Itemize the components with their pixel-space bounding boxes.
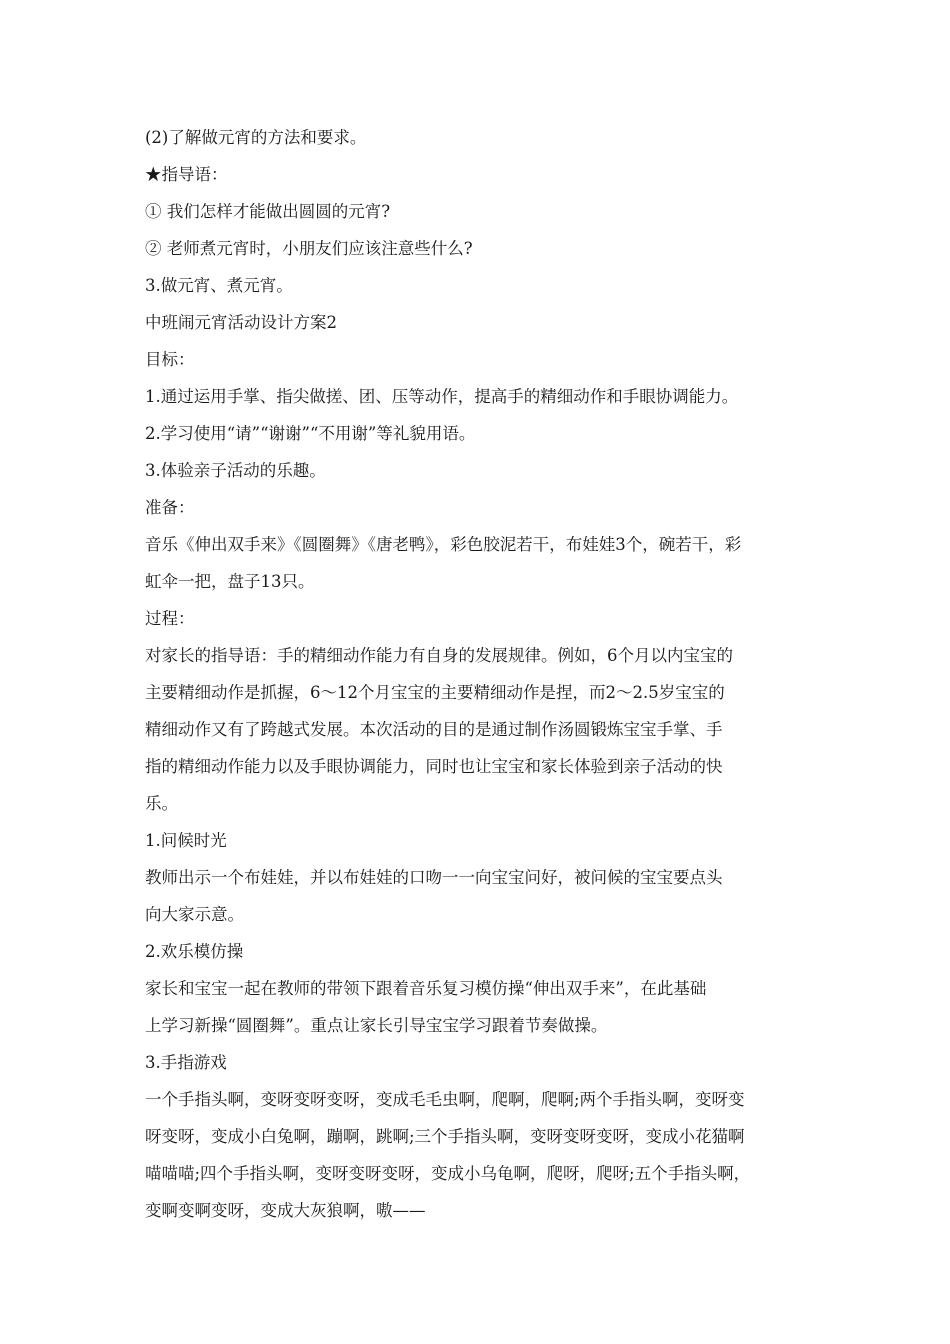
text-line: 3.体验亲子活动的乐趣。 (145, 461, 326, 480)
text-line: 精细动作又有了跨越式发展。本次活动的目的是通过制作汤圆锻炼宝宝手掌、手 (145, 720, 723, 739)
text-line: 指的精细动作能力以及手眼协调能力，同时也让宝宝和家长体验到亲子活动的快 (145, 757, 723, 776)
text-line: 乐。 (145, 794, 178, 813)
text-line: 1.通过运用手掌、指尖做搓、团、压等动作，提高手的精细动作和手眼协调能力。 (145, 387, 739, 406)
preparation-heading: 准备： (145, 498, 195, 517)
text-line: ① 我们怎样才能做出圆圆的元宵? (145, 202, 391, 221)
step-heading: 3.手指游戏 (145, 1053, 227, 1072)
step-heading: 1.问候时光 (145, 831, 227, 850)
text-line: (2)了解做元宵的方法和要求。 (145, 128, 367, 147)
text-line: 呀变呀，变成小白兔啊，蹦啊，跳啊;三个手指头啊，变呀变呀变呀，变成小花猫啊 (145, 1127, 745, 1146)
text-line: 向大家示意。 (145, 905, 244, 924)
text-line: 2.学习使用“请”“谢谢”“不用谢”等礼貌用语。 (145, 424, 476, 443)
text-line: 主要精细动作是抓握，6～12个月宝宝的主要精细动作是捏，而2～2.5岁宝宝的 (145, 683, 725, 702)
text-line: 3.做元宵、煮元宵。 (145, 276, 293, 295)
text-line: 上学习新操“圆圈舞”。重点让家长引导宝宝学习跟着节奏做操。 (145, 1016, 608, 1035)
text-line: 音乐《伸出双手来》《圆圈舞》《唐老鸭》，彩色胶泥若干，布娃娃3个，碗若干，彩 (145, 535, 742, 554)
text-line: 喵喵喵;四个手指头啊，变呀变呀变呀，变成小乌龟啊，爬呀，爬呀;五个手指头啊， (145, 1164, 751, 1183)
section-title: 中班闹元宵活动设计方案2 (145, 313, 337, 332)
text-line: 家长和宝宝一起在教师的带领下跟着音乐复习模仿操“伸出双手来”，在此基础 (145, 979, 707, 998)
document-page (145, 119, 810, 1229)
step-heading: 2.欢乐模仿操 (145, 942, 244, 961)
goals-heading: 目标： (145, 350, 195, 369)
text-line: 虹伞一把，盘子13只。 (145, 572, 315, 591)
text-line: 对家长的指导语：手的精细动作能力有自身的发展规律。例如，6个月以内宝宝的 (145, 646, 733, 665)
text-line: 变啊变啊变呀，变成大灰狼啊，嗷—— (145, 1201, 426, 1220)
guidance-heading: ★指导语： (145, 165, 228, 184)
process-heading: 过程： (145, 609, 195, 628)
text-line: 教师出示一个布娃娃，并以布娃娃的口吻一一向宝宝问好，被问候的宝宝要点头 (145, 868, 723, 887)
text-line: 一个手指头啊，变呀变呀变呀，变成毛毛虫啊，爬啊，爬啊;两个手指头啊，变呀变 (145, 1090, 745, 1109)
text-line: ② 老师煮元宵时，小朋友们应该注意些什么? (145, 239, 473, 258)
